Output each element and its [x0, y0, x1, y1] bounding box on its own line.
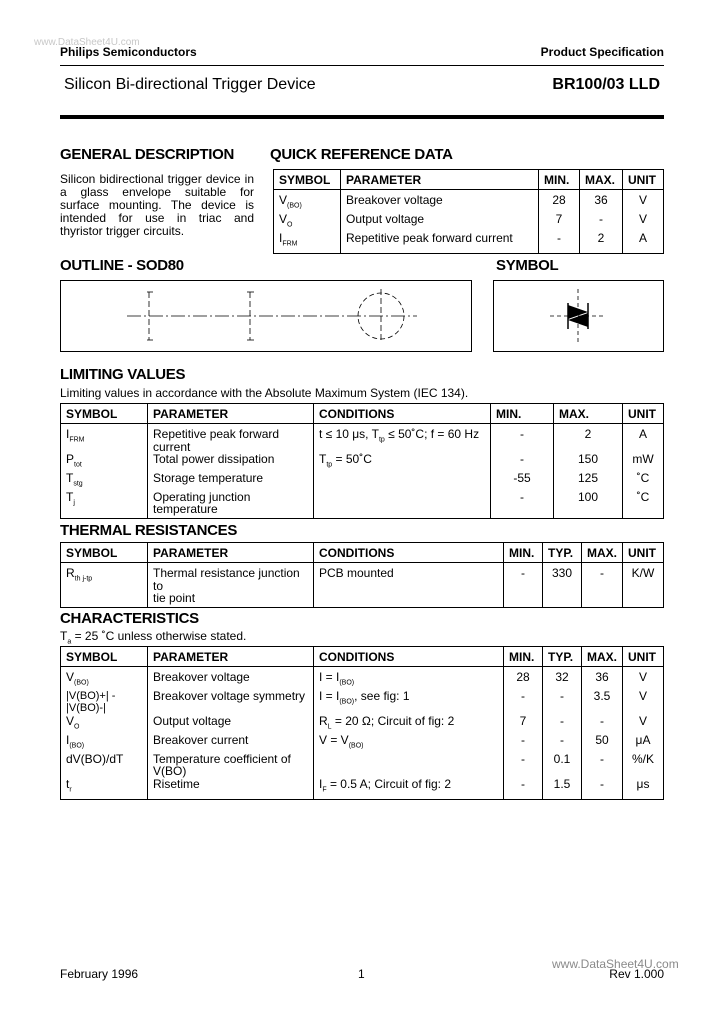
qr-col-max: MAX. — [580, 170, 623, 190]
footer-date: February 1996 — [60, 967, 139, 981]
symbol-sub: O — [287, 221, 293, 229]
parameter-line: Thermal resistance junction to — [153, 566, 300, 593]
condition-sub: L — [327, 723, 332, 731]
table-row — [61, 453, 664, 472]
table-row — [61, 690, 664, 715]
condition-sub: tp — [326, 461, 333, 469]
max-cell: - — [582, 778, 623, 799]
th-col-typ: TYP. — [543, 543, 582, 563]
note-text: = 25 ˚C unless otherwise stated. — [71, 629, 247, 643]
typ-cell: - — [543, 690, 582, 715]
symbol-heading: SYMBOL — [496, 257, 559, 274]
qr-col-min: MIN. — [539, 170, 580, 190]
condition-text: t ≤ 10 μs, T — [319, 427, 379, 441]
ch-col-unit: UNIT — [623, 647, 664, 667]
condition-sub: F — [322, 786, 327, 794]
min-cell: - — [504, 753, 543, 778]
unit-cell: V — [623, 213, 664, 232]
symbol-text: I — [66, 427, 70, 441]
min-cell: - — [491, 453, 554, 472]
min-cell: 28 — [539, 190, 580, 213]
min-cell: 7 — [504, 715, 543, 734]
table-row — [61, 715, 664, 734]
typ-cell: 1.5 — [543, 778, 582, 799]
min-cell: -55 — [491, 472, 554, 491]
header-rule-thick — [60, 115, 664, 119]
condition-text: = 50˚C — [332, 452, 372, 466]
ch-col-min: MIN. — [504, 647, 543, 667]
watermark-top: www.DataSheet4U.com — [34, 37, 140, 48]
part-number: BR100/03 LLD — [552, 76, 660, 93]
qr-col-parameter: PARAMETER — [341, 170, 539, 190]
symbol-sub: FRM — [282, 240, 298, 248]
qr-col-symbol: SYMBOL — [274, 170, 341, 190]
lv-col-parameter: PARAMETER — [148, 404, 314, 424]
symbol-sub: th j-tp — [74, 575, 93, 583]
company-name: Philips Semiconductors — [60, 45, 197, 59]
symbol-text: V — [279, 211, 288, 226]
symbol-text: P — [66, 452, 75, 466]
condition-text: T — [319, 452, 327, 466]
symbol-text: |V(BO)+| - |V(BO)-| — [66, 689, 116, 715]
unit-cell: μs — [623, 778, 664, 799]
sod80-outline-drawing — [61, 281, 471, 351]
unit-cell: μA — [623, 734, 664, 753]
condition-sub: tp — [378, 436, 385, 444]
characteristics-heading: CHARACTERISTICS — [60, 610, 199, 627]
unit-cell: V — [623, 667, 664, 690]
parameter-cell: Temperature coefficient of V(BO) — [148, 753, 314, 778]
doc-type: Product Specification — [540, 45, 664, 59]
condition-sub: (BO) — [339, 698, 355, 706]
parameter-cell: Repetitive peak forward current — [341, 232, 539, 253]
symbol-sub: stg — [73, 480, 83, 488]
symbol-sub: r — [69, 786, 72, 794]
unit-cell: A — [623, 232, 664, 253]
min-cell: - — [504, 734, 543, 753]
parameter-line: Operating junction — [153, 489, 251, 504]
ch-col-max: MAX. — [582, 647, 623, 667]
typ-cell: - — [543, 715, 582, 734]
table-row — [61, 491, 664, 519]
unit-cell: ˚C — [623, 472, 664, 491]
symbol-sub: (BO) — [74, 679, 89, 687]
max-cell: - — [580, 213, 623, 232]
max-cell: 2 — [580, 232, 623, 253]
parameter-line: temperature — [153, 502, 218, 517]
parameter-cell: Breakover voltage symmetry — [148, 690, 314, 715]
symbol-text: I — [279, 230, 283, 245]
symbol-sub: FRM — [69, 436, 85, 444]
parameter-line: current — [153, 439, 191, 454]
table-row — [61, 667, 664, 690]
max-cell: 2 — [554, 424, 623, 454]
condition-text: = 20 Ω; Circuit of fig: 2 — [331, 713, 455, 728]
condition-text: ≤ 50˚C; f = 60 Hz — [384, 427, 480, 441]
unit-cell: ˚C — [623, 491, 664, 519]
symbol-sub: O — [74, 723, 80, 731]
max-cell: 100 — [554, 491, 623, 519]
th-col-symbol: SYMBOL — [61, 543, 148, 563]
max-cell: 50 — [582, 734, 623, 753]
quick-reference-table — [273, 169, 664, 254]
lv-col-conditions: CONDITIONS — [314, 404, 491, 424]
symbol-sub: tot — [74, 461, 82, 469]
condition-text: V = V — [319, 732, 349, 747]
condition-cell: PCB mounted — [314, 563, 504, 608]
max-cell: 150 — [554, 453, 623, 472]
typ-cell: 330 — [543, 563, 582, 608]
thermal-table — [60, 542, 664, 608]
condition-text: , see fig: 1 — [354, 688, 410, 703]
min-cell: - — [491, 424, 554, 454]
symbol-text: dV(BO)/dT — [66, 751, 124, 766]
max-cell: - — [582, 563, 623, 608]
min-cell: - — [504, 690, 543, 715]
table-row — [274, 213, 664, 232]
unit-cell: V — [623, 690, 664, 715]
unit-cell: V — [623, 715, 664, 734]
symbol-text: T — [66, 489, 74, 504]
th-col-conditions: CONDITIONS — [314, 543, 504, 563]
outline-heading: OUTLINE - SOD80 — [60, 257, 184, 274]
condition-sub: (BO) — [339, 679, 355, 687]
max-cell: - — [582, 753, 623, 778]
unit-cell: K/W — [623, 563, 664, 608]
symbol-drawing-box — [493, 280, 664, 352]
max-cell: 125 — [554, 472, 623, 491]
parameter-cell: Risetime — [148, 778, 314, 799]
document-title: Silicon Bi-directional Trigger Device — [64, 76, 316, 93]
table-row — [274, 232, 664, 253]
symbol-sub: j — [73, 499, 75, 507]
min-cell: - — [504, 563, 543, 608]
table-row — [274, 190, 664, 213]
symbol-text: V — [66, 670, 75, 684]
symbol-text: R — [66, 566, 75, 580]
unit-cell: %/K — [623, 753, 664, 778]
parameter-cell: Breakover voltage — [341, 190, 539, 213]
table-row — [61, 472, 664, 491]
footer-revision: Rev 1.000 — [609, 967, 664, 981]
footer-page-number: 1 — [358, 967, 365, 981]
min-cell: 28 — [504, 667, 543, 690]
lv-col-min: MIN. — [491, 404, 554, 424]
parameter-line: tie point — [153, 591, 196, 605]
diac-symbol-icon — [494, 281, 663, 351]
table-row — [61, 734, 664, 753]
th-col-min: MIN. — [504, 543, 543, 563]
table-row — [61, 563, 664, 608]
max-cell: - — [582, 715, 623, 734]
quick-reference-heading: QUICK REFERENCE DATA — [270, 146, 453, 163]
ch-col-symbol: SYMBOL — [61, 647, 148, 667]
symbol-text: V — [279, 193, 288, 207]
unit-cell: A — [623, 424, 664, 454]
general-description-text: Silicon bidirectional trigger device in a glass envelope suitable for surface mounting. The device is intended for use in triac and thyristor trigger circuits. — [60, 172, 254, 238]
table-row — [61, 753, 664, 778]
symbol-text: I — [66, 732, 70, 747]
typ-cell: - — [543, 734, 582, 753]
limiting-values-heading: LIMITING VALUES — [60, 366, 186, 383]
condition-text: R — [319, 713, 328, 728]
min-cell: - — [491, 491, 554, 519]
condition-text: = 0.5 A; Circuit of fig: 2 — [326, 776, 452, 791]
parameter-line: Total power dissipation — [153, 452, 275, 466]
max-cell: 3.5 — [582, 690, 623, 715]
min-cell: - — [504, 778, 543, 799]
limiting-values-intro: Limiting values in accordance with the Absolute Maximum System (IEC 134). — [60, 386, 469, 400]
parameter-line: Repetitive peak forward — [153, 427, 280, 441]
note-sub: a — [67, 638, 72, 646]
min-cell: - — [539, 232, 580, 253]
header-rule-thin — [60, 65, 664, 66]
condition-text: I = I — [319, 670, 340, 684]
min-cell: 7 — [539, 213, 580, 232]
th-col-max: MAX. — [582, 543, 623, 563]
parameter-cell: Breakover voltage — [148, 667, 314, 690]
symbol-text: t — [66, 776, 70, 791]
qr-col-unit: UNIT — [623, 170, 664, 190]
symbol-sub: (BO) — [287, 202, 302, 210]
lv-col-max: MAX. — [554, 404, 623, 424]
parameter-cell: Output voltage — [148, 715, 314, 734]
max-cell: 36 — [580, 190, 623, 213]
symbol-sub: (BO) — [69, 742, 85, 750]
ch-col-parameter: PARAMETER — [148, 647, 314, 667]
th-col-unit: UNIT — [623, 543, 664, 563]
watermark-bottom: www.DataSheet4U.com — [552, 957, 679, 971]
max-cell: 36 — [582, 667, 623, 690]
limiting-values-table — [60, 403, 664, 519]
unit-cell: V — [623, 190, 664, 213]
th-col-parameter: PARAMETER — [148, 543, 314, 563]
table-row — [61, 778, 664, 799]
parameter-cell: Breakover current — [148, 734, 314, 753]
note-text: T — [60, 629, 68, 643]
characteristics-table — [60, 646, 664, 800]
outline-drawing-box — [60, 280, 472, 352]
typ-cell: 0.1 — [543, 753, 582, 778]
condition-sub: (BO) — [348, 742, 364, 750]
ch-col-conditions: CONDITIONS — [314, 647, 504, 667]
lv-col-symbol: SYMBOL — [61, 404, 148, 424]
general-description-heading: GENERAL DESCRIPTION — [60, 146, 235, 163]
parameter-line: Storage temperature — [153, 470, 264, 485]
thermal-heading: THERMAL RESISTANCES — [60, 522, 238, 539]
unit-cell: mW — [623, 453, 664, 472]
symbol-text: V — [66, 713, 75, 728]
symbol-text: T — [66, 470, 74, 485]
condition-text: I — [319, 776, 323, 791]
typ-cell: 32 — [543, 667, 582, 690]
condition-text: I = I — [319, 688, 340, 703]
table-row — [61, 424, 664, 454]
parameter-cell: Output voltage — [341, 213, 539, 232]
ch-col-typ: TYP. — [543, 647, 582, 667]
lv-col-unit: UNIT — [623, 404, 664, 424]
